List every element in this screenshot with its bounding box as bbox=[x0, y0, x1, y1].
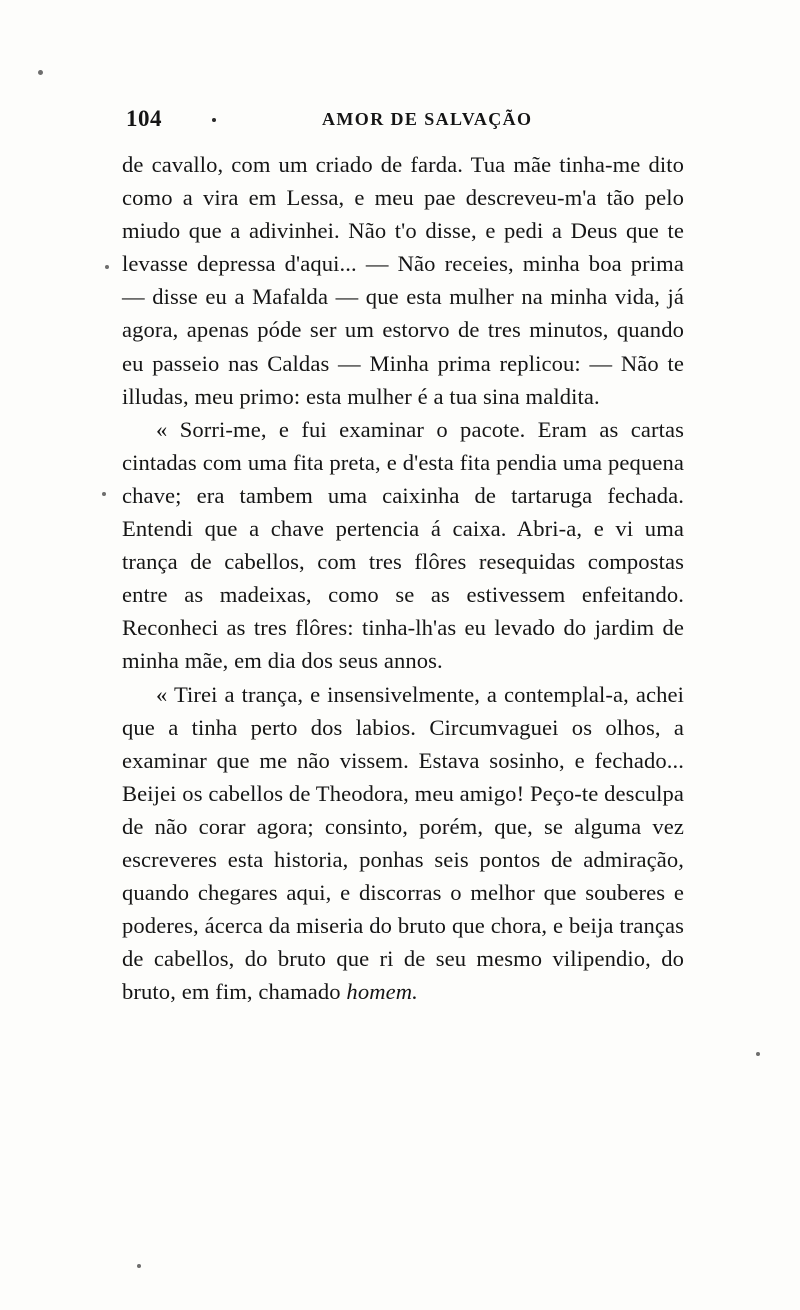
scan-speck bbox=[38, 70, 43, 75]
page-header bbox=[126, 106, 686, 132]
header-dot-ornament bbox=[212, 118, 216, 122]
paragraph: « Sorri-me, e fui examinar o pacote. Eram as cartas cintadas com uma fita preta, e d'esta fita pendia uma pequena chave; era tambem uma caixinha de tartaruga fechada. Entendi que a chave pertencia á caixa. Abri-a, e vi uma trança de cabellos, com tres flôres resequidas compostas entre as madeixas, como se as estivessem enfeitando. Reconheci as tres flôres: tinha-lh'as eu levado do jardim de minha mãe, em dia dos seus annos. bbox=[122, 416, 684, 674]
scan-speck bbox=[756, 1052, 760, 1056]
scan-speck bbox=[102, 492, 106, 496]
scan-speck bbox=[137, 1264, 141, 1268]
italic-closing-word: homem. bbox=[346, 979, 418, 1005]
paragraph-text: « Tirei a trança, e insensivelmente, a contemplal-a, achei que a tinha perto dos labios. Circumvaguei os olhos, a examinar que me não vissem. Estava sosinho, e fechado... Beijei os cabellos de Theodora, meu amigo! Peço-te desculpa de não corar agora; consinto, porém, que, se alguma vez escreveres esta historia, ponhas seis pontos de admiração, quando chegares aqui, e discorras o melhor que souberes e poderes, ácerca da miseria do bruto que chora, e beija tranças de cabellos, do bruto que ri de seu mesmo vilipendio, do bruto, em fim, chamado bbox=[122, 681, 684, 1005]
running-title: AMOR DE SALVAÇÃO bbox=[322, 109, 533, 129]
paragraph bbox=[122, 678, 684, 1009]
paragraph: de cavallo, com um criado de farda. Tua mãe tinha-me dito como a vira em Lessa, e meu pae descreveu-m'a tão pelo miudo que a adivinhei. Não t'o disse, e pedi a Deus que te levasse depressa d'aqui... — Não receies, minha boa prima — disse eu a Mafalda — que esta mulher na minha vida, já agora, apenas póde ser um estorvo de tres minutos, quando eu passeio nas Caldas — Minha prima replicou: — Não te illudas, meu primo: esta mulher é a tua sina maldita. bbox=[122, 152, 684, 409]
scan-speck bbox=[105, 265, 109, 269]
page-number: 104 bbox=[126, 106, 162, 131]
body-text bbox=[122, 148, 684, 1008]
